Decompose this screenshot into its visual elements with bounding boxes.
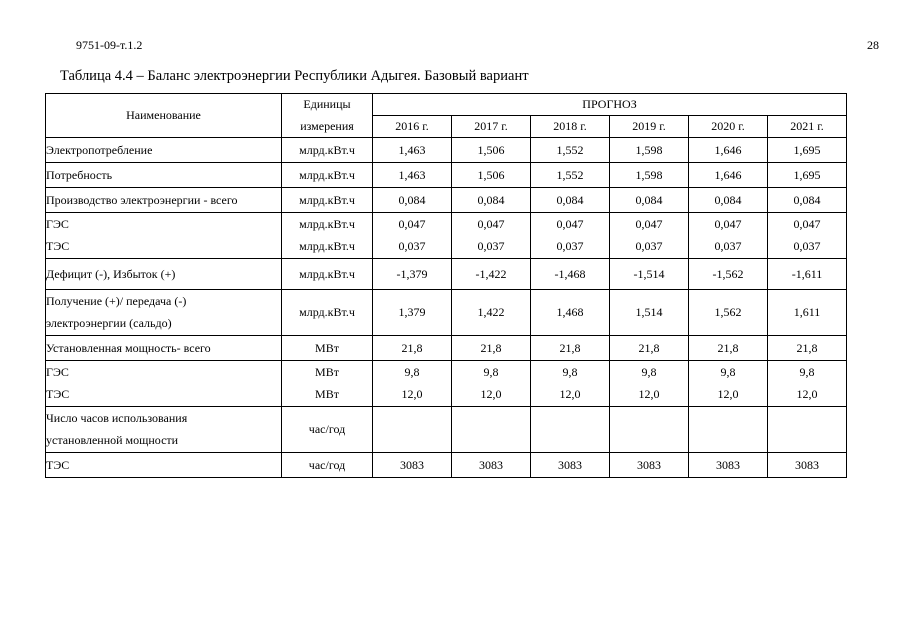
row-unit: млрд.кВт.ч (282, 259, 373, 290)
row-value: 12,0 (401, 387, 423, 402)
row-unit: млрд.кВт.ч (282, 188, 373, 213)
row-value-group (610, 361, 689, 407)
row-value: 0,037 (635, 239, 663, 254)
row-value: 0,037 (477, 239, 505, 254)
table-row (46, 163, 847, 188)
row-value-group (610, 213, 689, 259)
row-unit: млрд.кВт.ч (282, 290, 373, 336)
row-unit: час/год (282, 407, 373, 453)
header-unit-line1: Единицы (303, 97, 351, 112)
row-value-group (531, 361, 610, 407)
row-value: 0,037 (793, 239, 821, 254)
energy-balance-table (45, 93, 847, 478)
row-value: 1,463 (373, 163, 452, 188)
header-unit (282, 94, 373, 138)
row-value: 3083 (768, 453, 847, 478)
row-value: 0,084 (531, 188, 610, 213)
row-value: 9,8 (720, 364, 736, 379)
row-name: ГЭС (46, 364, 69, 379)
row-value: 9,8 (799, 364, 815, 379)
table-row (46, 453, 847, 478)
row-name-group (46, 290, 282, 336)
document-code: 9751-09-т.1.2 (76, 38, 143, 52)
header-year: 2021 г. (768, 116, 847, 138)
row-value-group (768, 361, 847, 407)
row-unit-group (282, 213, 373, 259)
row-value: 3083 (689, 453, 768, 478)
row-value-group (373, 213, 452, 259)
row-value: 0,084 (689, 188, 768, 213)
table-row (46, 213, 847, 259)
row-value: 0,047 (793, 216, 821, 231)
row-value (452, 407, 531, 453)
row-name: электроэнергии (сальдо) (46, 316, 172, 331)
row-value: 1,695 (768, 163, 847, 188)
row-value: 3083 (610, 453, 689, 478)
header-unit-line2: измерения (300, 118, 354, 133)
row-unit: МВт (282, 336, 373, 361)
row-value: 1,379 (373, 290, 452, 336)
row-name: ТЭС (46, 239, 70, 254)
table-row (46, 407, 847, 453)
row-name: Электропотребление (46, 138, 282, 163)
row-value-group (452, 361, 531, 407)
row-unit: МВт (315, 364, 339, 379)
table-caption: Таблица 4.4 – Баланс электроэнергии Республики Адыгея. Базовый вариант (60, 68, 529, 84)
row-value: 1,646 (689, 163, 768, 188)
row-name: Дефицит (-), Избыток (+) (46, 259, 282, 290)
row-value: 9,8 (483, 364, 499, 379)
row-name: Число часов использования (46, 410, 188, 425)
row-value: 1,598 (610, 138, 689, 163)
row-value: 1,695 (768, 138, 847, 163)
row-value: 3083 (452, 453, 531, 478)
row-value: 0,037 (556, 239, 584, 254)
row-value: -1,468 (531, 259, 610, 290)
header-name: Наименование (46, 94, 282, 138)
row-value: 0,047 (635, 216, 663, 231)
row-value: 12,0 (638, 387, 660, 402)
row-value: 1,598 (610, 163, 689, 188)
row-value: 1,552 (531, 163, 610, 188)
row-unit: МВт (315, 387, 339, 402)
row-value-group (689, 361, 768, 407)
table-row (46, 361, 847, 407)
row-value: 12,0 (717, 387, 739, 402)
row-value: 21,8 (768, 336, 847, 361)
row-unit: млрд.кВт.ч (299, 239, 355, 254)
row-value: 9,8 (404, 364, 420, 379)
page-number: 28 (867, 38, 879, 52)
row-value: 0,047 (556, 216, 584, 231)
row-value-group (452, 213, 531, 259)
row-value: 0,047 (477, 216, 505, 231)
row-value: 21,8 (689, 336, 768, 361)
row-value: 12,0 (480, 387, 502, 402)
row-value: 1,463 (373, 138, 452, 163)
row-value-group (768, 213, 847, 259)
row-name: ТЭС (46, 453, 282, 478)
header-forecast: ПРОГНОЗ (373, 94, 847, 116)
row-value: 12,0 (559, 387, 581, 402)
row-value: 0,037 (398, 239, 426, 254)
row-name: Потребность (46, 163, 282, 188)
row-name: ТЭС (46, 387, 70, 402)
row-value: 1,552 (531, 138, 610, 163)
row-value: 0,084 (768, 188, 847, 213)
header-year: 2016 г. (373, 116, 452, 138)
header-year: 2020 г. (689, 116, 768, 138)
row-value: 9,8 (562, 364, 578, 379)
row-value: 12,0 (796, 387, 818, 402)
row-name: Получение (+)/ передача (-) (46, 293, 187, 308)
row-value-group (373, 361, 452, 407)
row-value (610, 407, 689, 453)
row-value-group (689, 213, 768, 259)
row-value: 9,8 (641, 364, 657, 379)
row-name: Производство электроэнергии - всего (46, 188, 282, 213)
row-unit-group (282, 361, 373, 407)
row-value: 0,084 (373, 188, 452, 213)
table-row (46, 138, 847, 163)
table-row (46, 336, 847, 361)
row-value: 21,8 (452, 336, 531, 361)
row-value (689, 407, 768, 453)
row-value: 21,8 (373, 336, 452, 361)
table-row (46, 290, 847, 336)
row-name-group (46, 213, 282, 259)
table-row (46, 188, 847, 213)
row-unit: млрд.кВт.ч (282, 138, 373, 163)
header-year: 2019 г. (610, 116, 689, 138)
row-unit: млрд.кВт.ч (299, 216, 355, 231)
table-row (46, 259, 847, 290)
row-value: 0,047 (398, 216, 426, 231)
row-value: 1,611 (768, 290, 847, 336)
row-value: 1,468 (531, 290, 610, 336)
row-name-group (46, 407, 282, 453)
row-value: 1,422 (452, 290, 531, 336)
row-value: 0,084 (452, 188, 531, 213)
header-year: 2017 г. (452, 116, 531, 138)
row-value: 3083 (373, 453, 452, 478)
row-value: -1,562 (689, 259, 768, 290)
row-value: 0,084 (610, 188, 689, 213)
row-value: 1,646 (689, 138, 768, 163)
row-value-group (531, 213, 610, 259)
header-year: 2018 г. (531, 116, 610, 138)
row-value: 0,047 (714, 216, 742, 231)
row-value: -1,514 (610, 259, 689, 290)
row-value (531, 407, 610, 453)
row-value: 21,8 (610, 336, 689, 361)
row-name: Установленная мощность- всего (46, 336, 282, 361)
row-value: 1,562 (689, 290, 768, 336)
row-value: 21,8 (531, 336, 610, 361)
row-name-group (46, 361, 282, 407)
row-value: -1,422 (452, 259, 531, 290)
row-unit: млрд.кВт.ч (282, 163, 373, 188)
row-value (768, 407, 847, 453)
row-value: -1,611 (768, 259, 847, 290)
row-unit: час/год (282, 453, 373, 478)
row-value: 1,506 (452, 163, 531, 188)
row-name: ГЭС (46, 216, 69, 231)
row-value: 1,514 (610, 290, 689, 336)
row-value: 3083 (531, 453, 610, 478)
row-value: -1,379 (373, 259, 452, 290)
row-name: установленной мощности (46, 433, 179, 448)
row-value (373, 407, 452, 453)
row-value: 1,506 (452, 138, 531, 163)
row-value: 0,037 (714, 239, 742, 254)
